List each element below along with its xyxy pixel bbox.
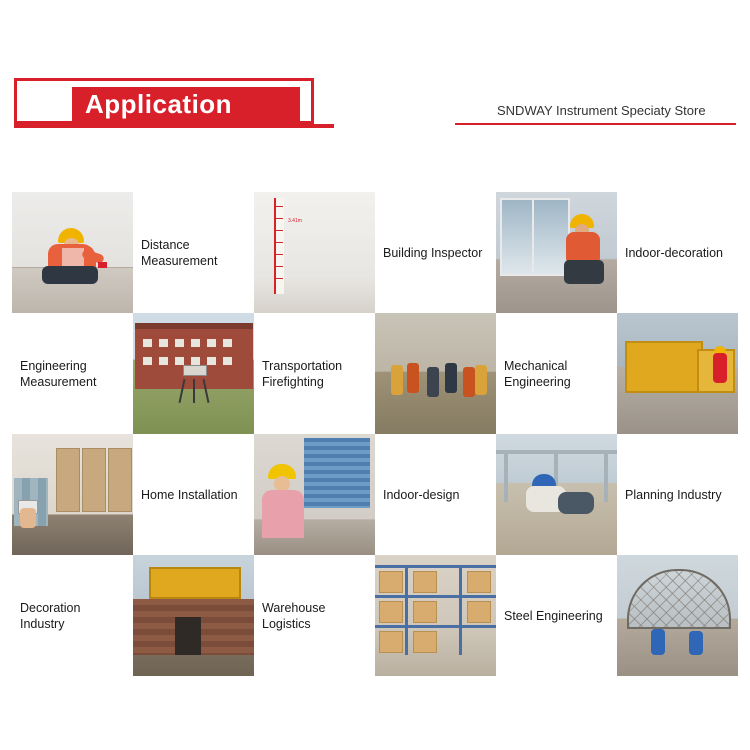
grid-photo-cell: [496, 192, 617, 313]
grid-photo-cell: [12, 192, 133, 313]
grid-label-cell: [617, 434, 738, 555]
application-label: Planning Industry: [625, 487, 722, 502]
grid-label-cell: [375, 434, 496, 555]
application-label: Mechanical Engineering: [504, 358, 571, 389]
photo-worker-by-window-industrial: [496, 192, 617, 313]
application-label: Transportation Firefighting: [262, 358, 343, 389]
grid-photo-cell: [254, 434, 375, 555]
grid-label-cell: [375, 192, 496, 313]
grid-label-cell: [12, 555, 133, 676]
application-grid: [12, 192, 738, 676]
grid-label-cell: [133, 192, 254, 313]
grid-label-cell: [12, 313, 133, 434]
photo-worker-kneeling-white-room: [12, 192, 133, 313]
application-label: Steel Engineering: [504, 608, 603, 623]
grid-photo-cell: [496, 434, 617, 555]
photo-yellow-machinery-transformer: [617, 313, 738, 434]
grid-photo-cell: [617, 313, 738, 434]
application-label: Warehouse Logistics: [262, 600, 326, 631]
photo-woman-helmet-blue-shutter: [254, 434, 375, 555]
photo-steel-dome-structure: [617, 555, 738, 676]
photo-firefighting-field-drill: [375, 313, 496, 434]
application-label: Home Installation: [141, 487, 238, 502]
grid-label-cell: [496, 313, 617, 434]
page-title: Application: [85, 89, 233, 119]
grid-label-cell: [254, 313, 375, 434]
grid-photo-cell: [133, 313, 254, 434]
photo-building-material-market-sign: [133, 555, 254, 676]
application-label: Indoor-decoration: [625, 245, 723, 260]
grid-label-cell: [254, 555, 375, 676]
grid-photo-cell: [375, 313, 496, 434]
grid-label-cell: [133, 434, 254, 555]
grid-photo-cell: [12, 434, 133, 555]
photo-workers-floor-frame: [496, 434, 617, 555]
application-label: Indoor-design: [383, 487, 460, 502]
application-label: Distance Measurement: [141, 237, 218, 268]
store-name: SNDWAY Instrument Speciaty Store: [497, 103, 706, 118]
application-label: Decoration Industry: [20, 600, 81, 631]
page-header: [0, 78, 750, 136]
grid-photo-cell: [133, 555, 254, 676]
photo-surveyor-tripod-red-building: [133, 313, 254, 434]
grid-label-cell: [496, 555, 617, 676]
grid-label-cell: [617, 192, 738, 313]
title-underline: [14, 124, 334, 128]
application-label: Building Inspector: [383, 245, 483, 260]
title-box: [14, 78, 314, 124]
grid-photo-cell: [617, 555, 738, 676]
photo-warehouse-shelves-boxes: [375, 555, 496, 676]
photo-tape-measure-wall: 3.41m: [254, 192, 375, 313]
application-label: Engineering Measurement: [20, 358, 97, 389]
photo-interior-wall-tile-samples: [12, 434, 133, 555]
header-rule: [455, 123, 736, 125]
grid-photo-cell: [254, 192, 375, 313]
grid-photo-cell: [375, 555, 496, 676]
